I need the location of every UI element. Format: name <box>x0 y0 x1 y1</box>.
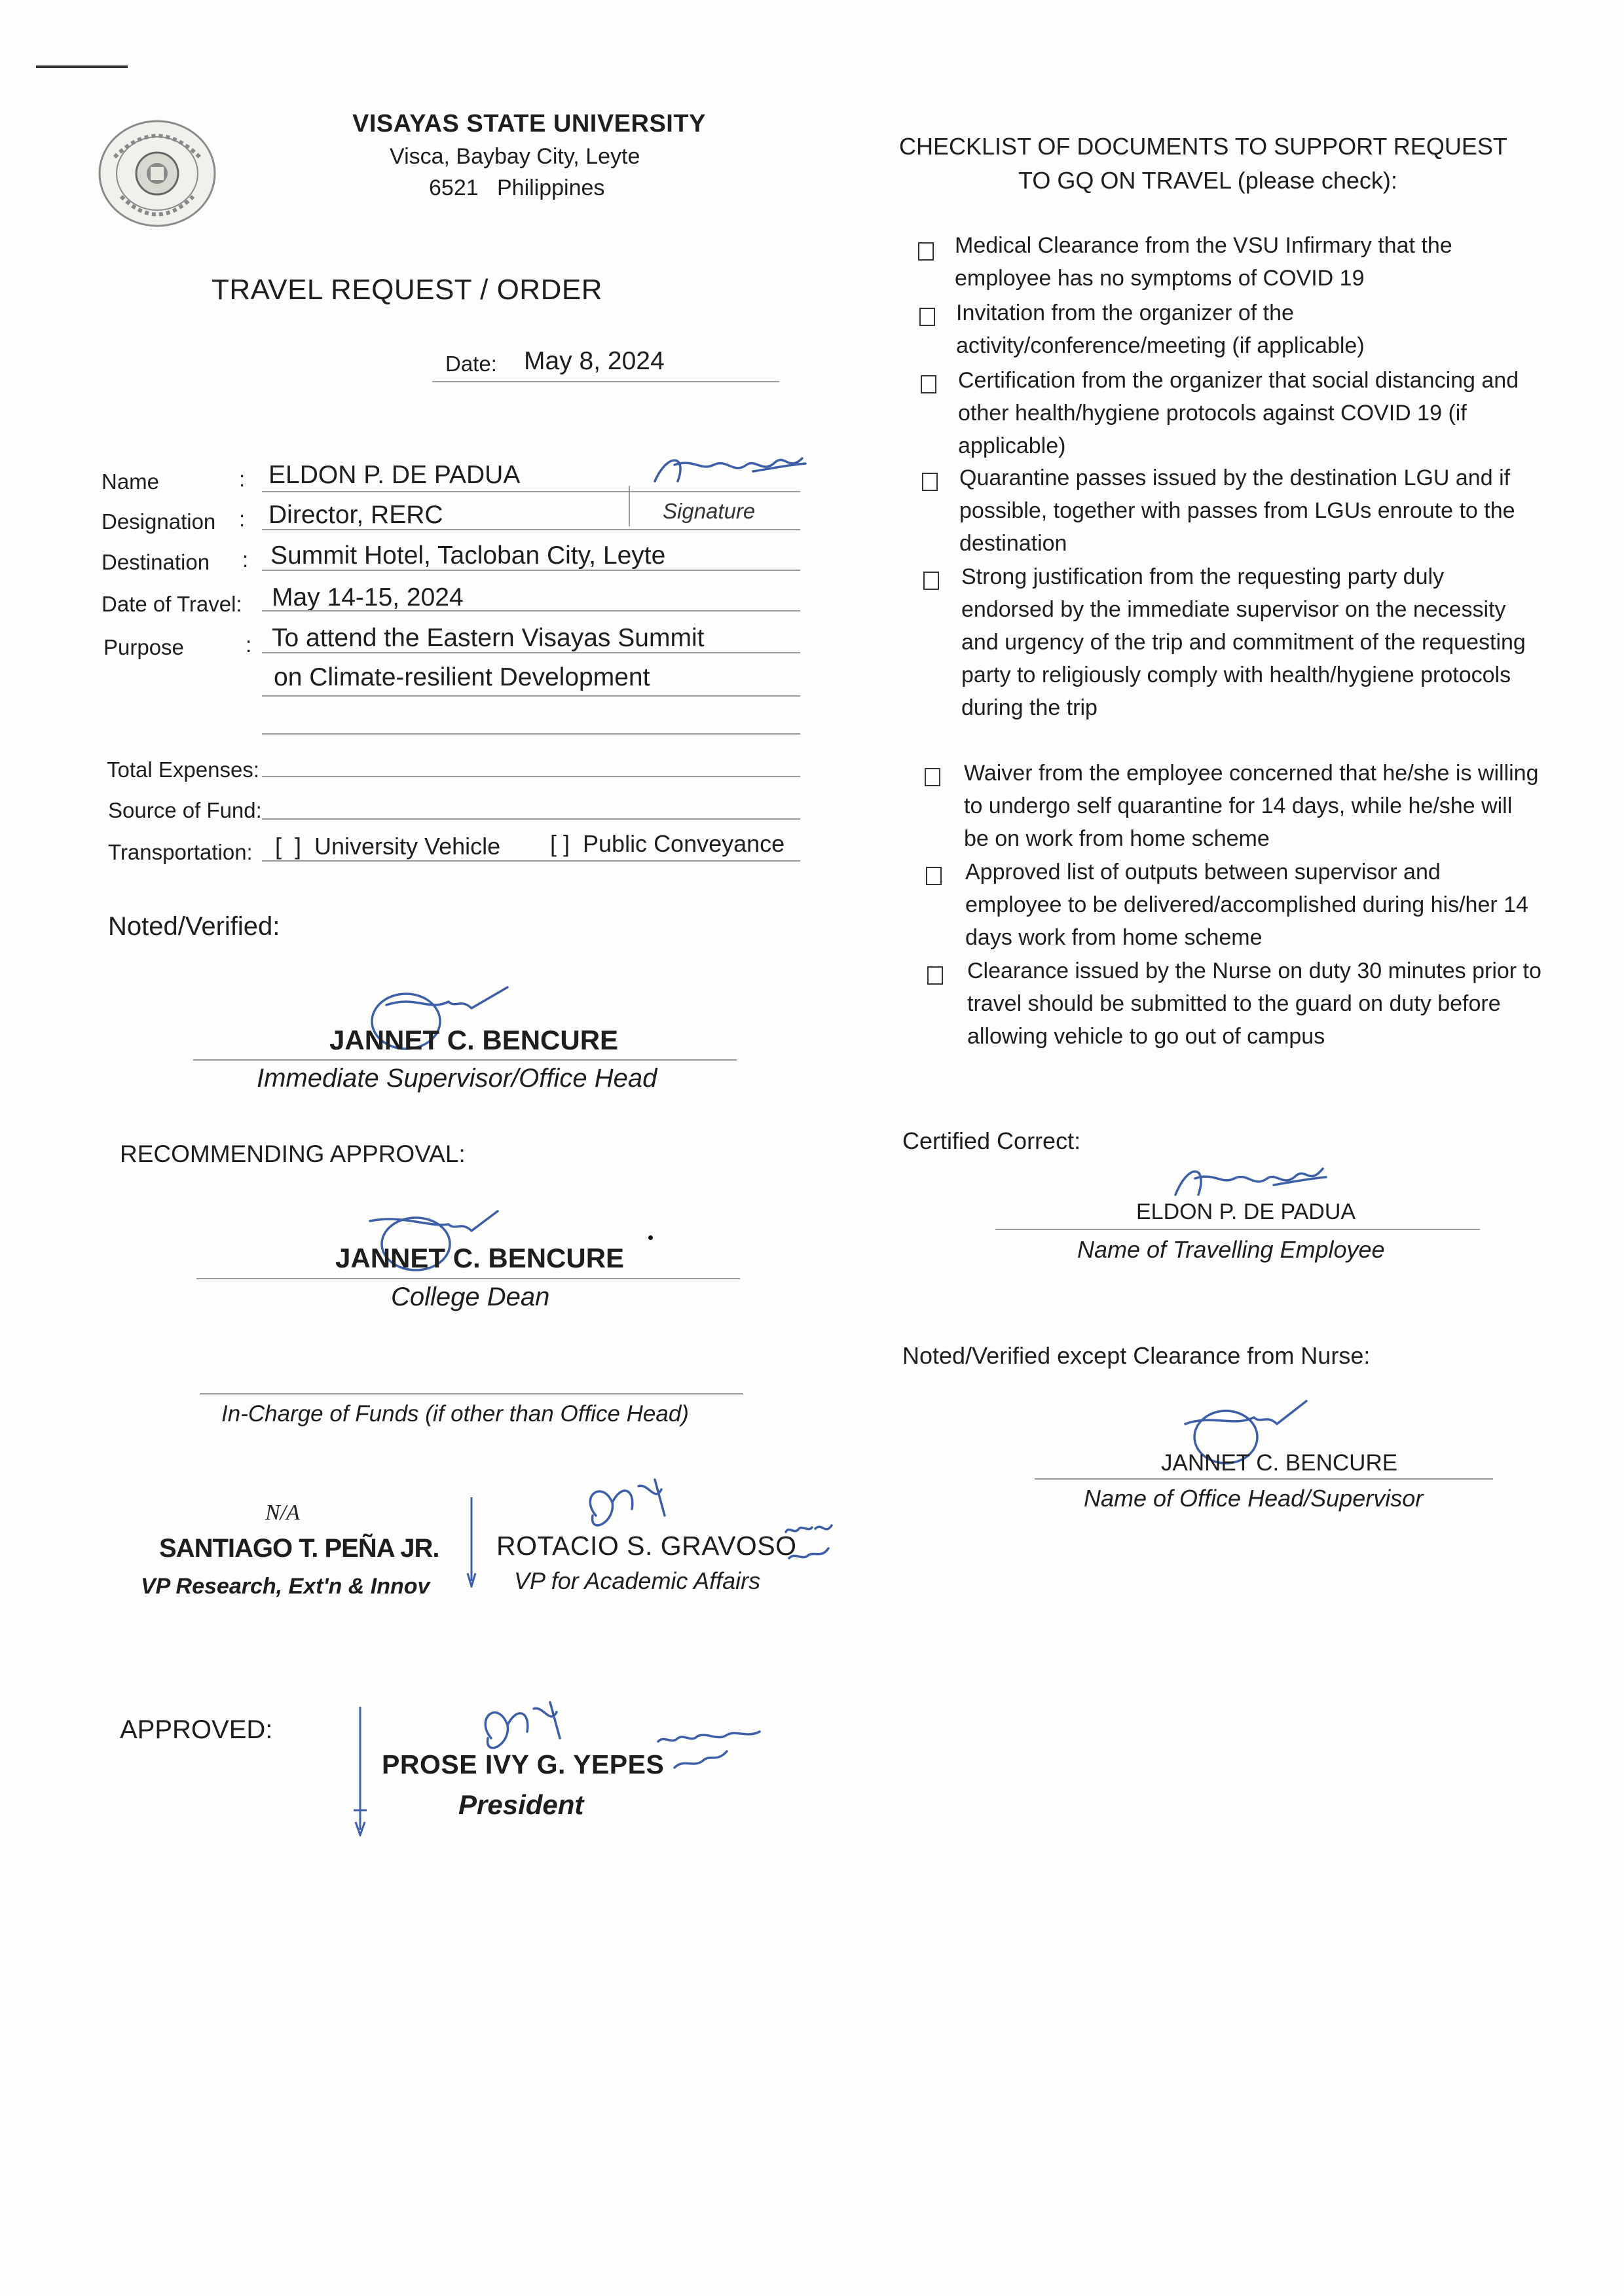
transportation-label: Transportation: <box>108 840 253 864</box>
date-of-travel-label: Date of Travel: <box>101 592 242 616</box>
checklist-item-8: Clearance issued by the Nurse on duty 30 minutes prior to travel should be submitted to the guard on duty before allowing vehicle to go out of campus <box>967 958 1541 1049</box>
signature-label: Signature <box>663 499 756 523</box>
university-address-line1: Visca, Baybay City, Leyte <box>390 144 640 169</box>
travelling-employee-line <box>995 1229 1480 1230</box>
office-head-role: Name of Office Head/Supervisor <box>1084 1485 1424 1512</box>
designation-line <box>262 529 800 530</box>
vp-divider-mark <box>465 1496 478 1588</box>
transportation-line <box>262 860 800 862</box>
travelling-employee-role: Name of Travelling Employee <box>1077 1236 1385 1263</box>
total-expenses-label: Total Expenses: <box>107 757 259 782</box>
purpose-label: Purpose <box>103 635 184 659</box>
checklist-item-1: Medical Clearance from the VSU Infirmary that the employee has no symptoms of COVID 19 <box>955 233 1452 291</box>
document-title: TRAVEL REQUEST / ORDER <box>212 274 602 306</box>
dean-role: College Dean <box>391 1283 550 1311</box>
destination-colon: : <box>242 547 249 572</box>
travelling-employee-name: ELDON P. DE PADUA <box>1136 1199 1356 1224</box>
designation-label: Designation <box>101 509 216 534</box>
date-of-travel-line <box>262 610 800 611</box>
destination-line <box>262 570 800 571</box>
office-head-line <box>1035 1478 1493 1480</box>
vp-research-role: VP Research, Ext'n & Innov <box>141 1574 430 1599</box>
name-value: ELDON P. DE PADUA <box>268 461 521 489</box>
traveler-signature <box>648 445 812 498</box>
vp-academic-role: VP for Academic Affairs <box>514 1567 761 1594</box>
ink-dot <box>648 1235 653 1240</box>
total-expenses-line <box>262 776 800 777</box>
university-seal-logo <box>95 118 219 229</box>
checklist-title-line2: TO GQ ON TRAVEL (please check): <box>1018 167 1397 194</box>
date-line <box>432 381 779 382</box>
noted-except-label: Noted/Verified except Clearance from Nurse: <box>902 1342 1371 1369</box>
name-colon: : <box>239 467 246 491</box>
university-address-line2: 6521 Philippines <box>429 175 605 200</box>
purpose-colon: : <box>246 632 252 657</box>
approved-divider-mark <box>350 1705 370 1836</box>
president-name: PROSE IVY G. YEPES <box>382 1749 665 1779</box>
checklist-checkbox-2[interactable] <box>919 308 935 326</box>
checklist-checkbox-5[interactable] <box>923 572 939 590</box>
dean-name: JANNET C. BENCURE <box>335 1243 625 1273</box>
destination-value: Summit Hotel, Tacloban City, Leyte <box>270 541 666 570</box>
checklist-item-5: Strong justification from the requesting party duly endorsed by the immediate supervisor on the necessity and urgency of the trip and commitment of the requesting party to religiously comply with health/hygiene protocols during the trip <box>961 564 1526 720</box>
checklist-checkbox-1[interactable] <box>918 242 934 261</box>
funds-line <box>200 1393 743 1394</box>
vp-academic-initials <box>776 1516 835 1575</box>
scan-mark <box>36 65 128 68</box>
transport-option-university-vehicle[interactable]: [ ] University Vehicle <box>275 833 501 860</box>
checklist-checkbox-8[interactable] <box>927 966 943 985</box>
designation-colon: : <box>239 507 246 531</box>
checklist-checkbox-6[interactable] <box>925 768 940 786</box>
date-of-travel-value: May 14-15, 2024 <box>272 583 464 611</box>
destination-label: Destination <box>101 550 210 574</box>
signature-divider <box>629 486 630 526</box>
date-label: Date: <box>445 352 497 376</box>
vp-research-name: SANTIAGO T. PEÑA JR. <box>159 1534 439 1563</box>
purpose-rule3 <box>262 733 800 735</box>
checklist-item-2: Invitation from the organizer of the activity/conference/meeting (if applicable) <box>956 301 1365 358</box>
approved-label: APPROVED: <box>120 1715 273 1744</box>
supervisor-role: Immediate Supervisor/Office Head <box>257 1064 657 1093</box>
recommending-approval-label: RECOMMENDING APPROVAL: <box>120 1140 466 1167</box>
checklist-item-3: Certification from the organizer that social distancing and other health/hygiene protocols against COVID 19 (if applicable) <box>958 368 1519 458</box>
purpose-line1: To attend the Eastern Visayas Summit <box>272 624 705 652</box>
checklist-title-line1: CHECKLIST OF DOCUMENTS TO SUPPORT REQUEST <box>899 133 1507 160</box>
dean-line <box>196 1278 740 1279</box>
purpose-line2: on Climate-resilient Development <box>274 663 650 691</box>
checklist-item-6: Waiver from the employee concerned that he/she is willing to undergo self quarantine for 14 days, while he/she will be on work from home scheme <box>964 761 1539 851</box>
vp-academic-name: ROTACIO S. GRAVOSO <box>496 1531 797 1561</box>
name-label: Name <box>101 469 160 494</box>
transport-option-public-conveyance[interactable]: [ ] Public Conveyance <box>550 830 785 857</box>
noted-verified-label: Noted/Verified: <box>108 912 280 941</box>
office-head-name: JANNET C. BENCURE <box>1161 1450 1398 1476</box>
checklist-checkbox-3[interactable] <box>921 375 936 393</box>
source-of-fund-label: Source of Fund: <box>108 798 262 822</box>
purpose-rule1 <box>262 652 800 653</box>
designation-value: Director, RERC <box>268 501 443 529</box>
checklist-checkbox-4[interactable] <box>922 473 938 491</box>
purpose-rule2 <box>262 695 800 697</box>
president-role: President <box>458 1789 584 1820</box>
university-name: VISAYAS STATE UNIVERSITY <box>352 110 706 137</box>
date-value: May 8, 2024 <box>524 347 665 375</box>
vp-research-na: N/A <box>265 1501 300 1525</box>
checklist-item-4: Quarantine passes issued by the destination LGU and if possible, together with passes from LGUs enroute to the destination <box>959 465 1515 556</box>
source-of-fund-line <box>262 818 800 820</box>
supervisor-line <box>193 1059 737 1061</box>
president-initials <box>655 1722 766 1781</box>
checklist-checkbox-7[interactable] <box>926 867 942 885</box>
funds-role: In-Charge of Funds (if other than Office Head) <box>221 1401 689 1427</box>
supervisor-name: JANNET C. BENCURE <box>329 1025 619 1055</box>
checklist-item-7: Approved list of outputs between supervisor and employee to be delivered/accomplished during his/her 14 days work from home scheme <box>965 860 1528 950</box>
certified-correct-label: Certified Correct: <box>902 1127 1081 1154</box>
